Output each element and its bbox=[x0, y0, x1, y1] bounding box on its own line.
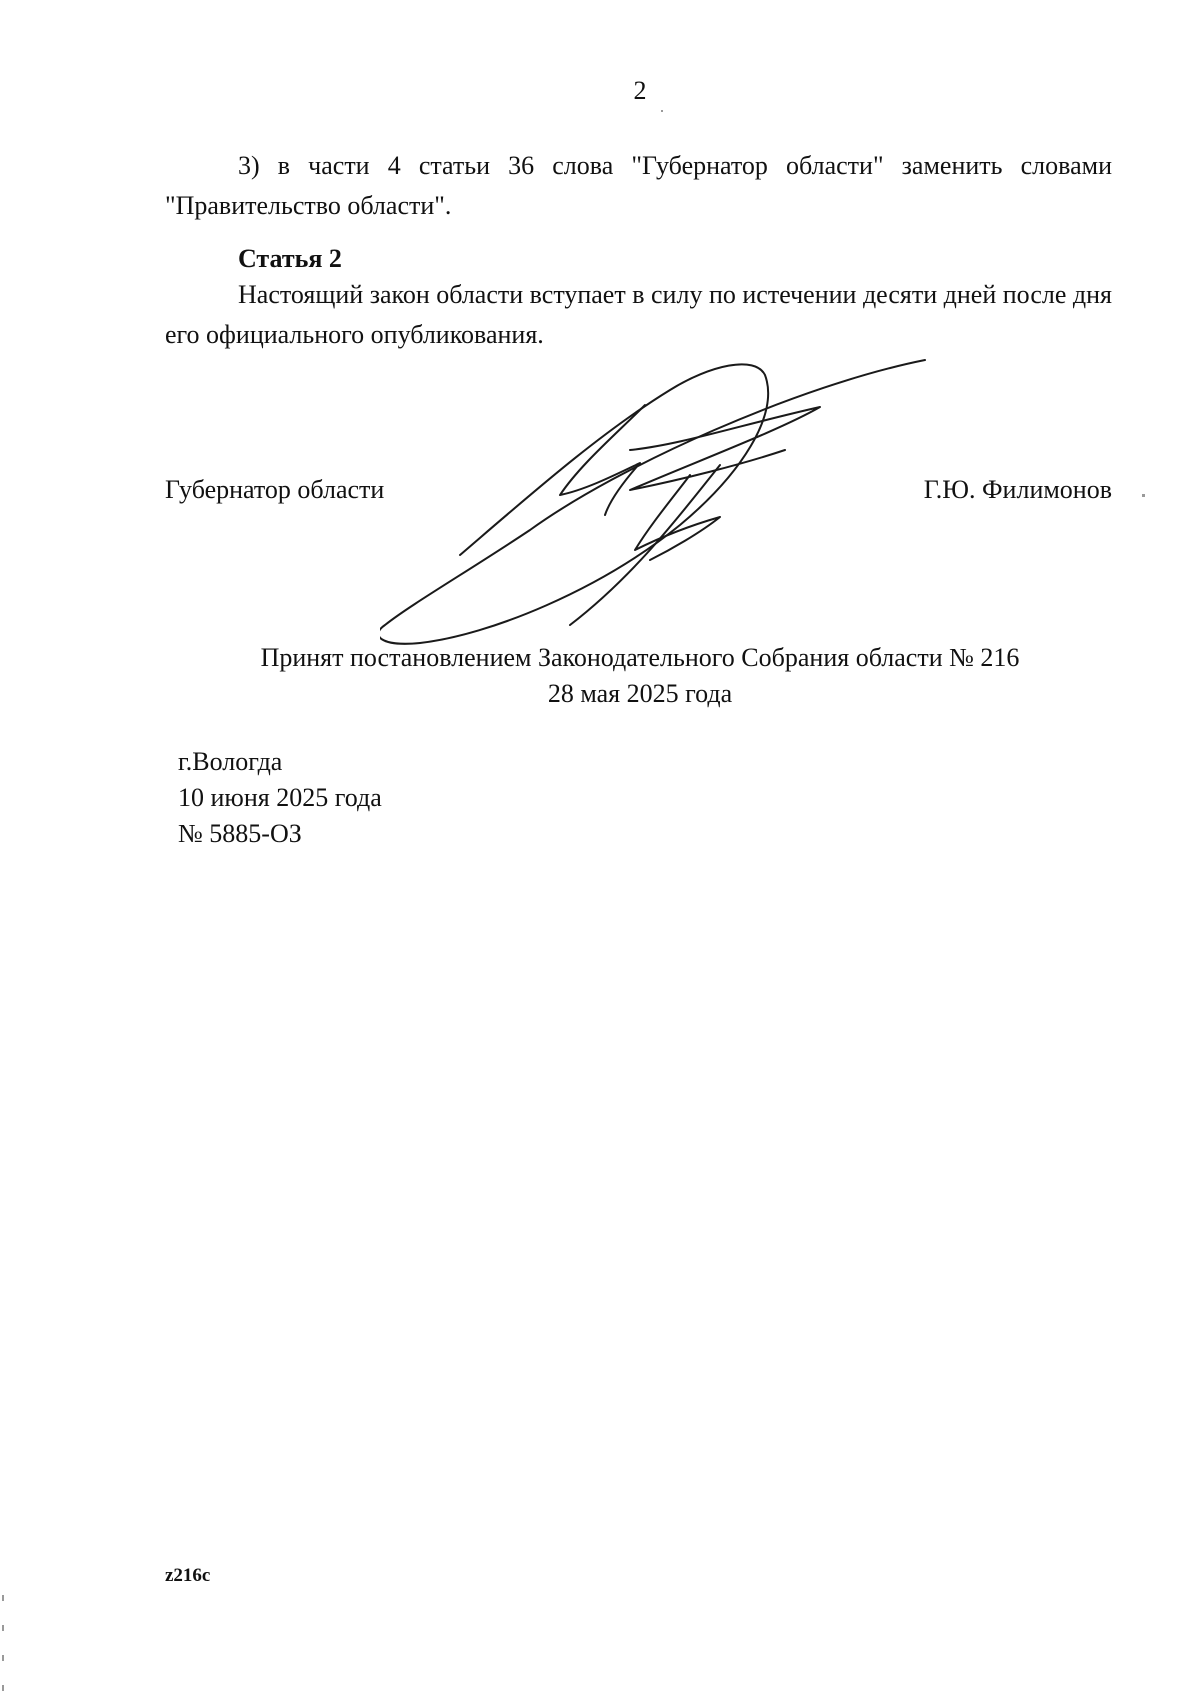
signature-loop-stroke bbox=[380, 360, 925, 644]
signer-name: Г.Ю. Филимонов bbox=[923, 475, 1112, 504]
article-text: Настоящий закон области вступает в силу по истечении десяти дней после дня его официального опубликования. bbox=[165, 280, 1112, 349]
signature-lower-stroke bbox=[635, 475, 720, 560]
adoption-block bbox=[0, 640, 1200, 712]
adoption-resolution: Принят постановлением Законодательного Собрания области № 216 bbox=[260, 643, 1020, 672]
amendment-item: 3) в части 4 статьи 36 слова "Губернатор области" заменить словами "Правительство области". bbox=[165, 151, 1112, 220]
handwritten-signature bbox=[380, 355, 940, 645]
scan-artifact bbox=[2, 1655, 4, 1661]
adoption-date: 28 мая 2025 года bbox=[547, 679, 733, 708]
law-number: № 5885-ОЗ bbox=[178, 819, 302, 848]
signature-tail-stroke bbox=[570, 465, 720, 625]
signer-position: Губернатор области bbox=[165, 475, 385, 504]
signature-upper-stroke bbox=[560, 405, 645, 515]
scan-artifact bbox=[2, 1595, 4, 1601]
city: г.Вологда bbox=[178, 747, 283, 776]
footer-code: z216c bbox=[165, 1565, 211, 1586]
scan-artifact bbox=[1142, 494, 1145, 497]
scan-artifact bbox=[661, 110, 663, 112]
scan-artifact bbox=[2, 1685, 4, 1691]
signing-date: 10 июня 2025 года bbox=[178, 783, 382, 812]
signature-middle-stroke bbox=[630, 407, 820, 490]
page-number: 2 bbox=[633, 76, 647, 105]
scan-artifact bbox=[2, 1625, 4, 1631]
place-date-block bbox=[178, 744, 382, 852]
article-heading: Статья 2 bbox=[238, 244, 342, 273]
